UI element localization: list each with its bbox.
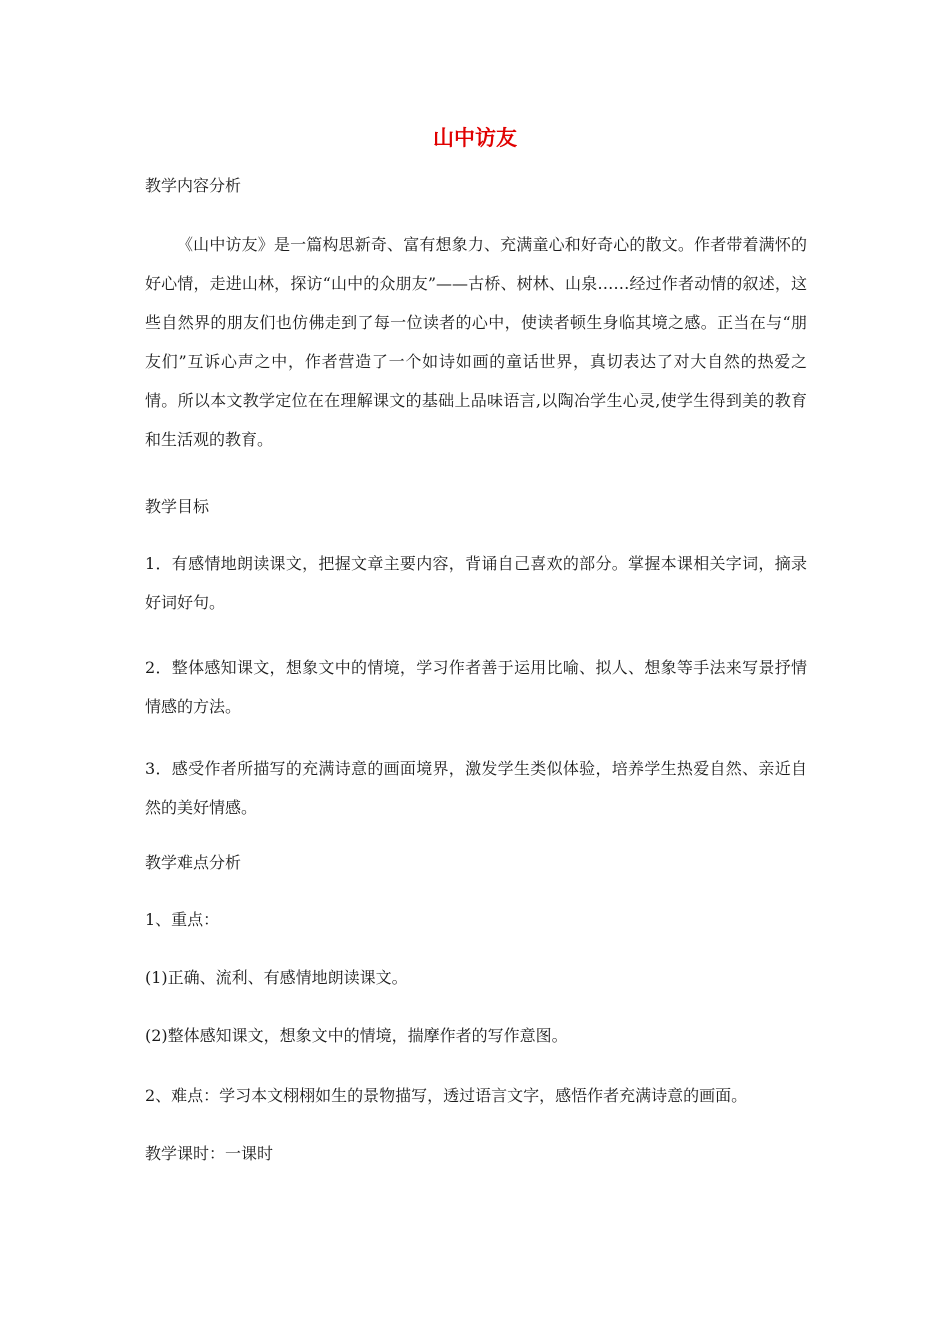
key-points-label: 1、重点： [145, 910, 220, 929]
document-title: 山中访友 [433, 126, 517, 150]
key-point-item-1: (1)正确、流利、有感情地朗读课文。 [145, 968, 408, 987]
objective-item-1: 1．有感情地朗读课文，把握文章主要内容，背诵自己喜欢的部分。掌握本课相关字词，摘录好词好句。 [145, 554, 807, 612]
difficulty-point: 2、难点：学习本文栩栩如生的景物描写，透过语言文字，感悟作者充满诗意的画面。 [145, 1086, 748, 1105]
section-heading-objectives: 教学目标 [145, 497, 210, 516]
key-point-item-2: (2)整体感知课文，想象文中的情境，揣摩作者的写作意图。 [145, 1026, 568, 1045]
section-heading-difficulty-analysis: 教学难点分析 [145, 853, 242, 872]
content-analysis-paragraph: 《山中访友》是一篇构思新奇、富有想象力、充满童心和好奇心的散文。作者带着满怀的好心情，走进山林，探访“山中的众朋友”——古桥、树林、山泉……经过作者动情的叙述，这些自然界的朋友们也仿佛走到了每一位读者的心中，使读者顿生身临其境之感。正当在与“朋友们”互诉心声之中，作者营造了一个如诗如画的童话世界，真切表达了对大自然的热爱之情。所以本文教学定位在在理解课文的基础上品味语言,以陶冶学生心灵,使学生得到美的教育和生活观的教育。 [145, 235, 807, 449]
section-heading-content-analysis: 教学内容分析 [145, 176, 242, 195]
class-hours: 教学课时：一课时 [145, 1144, 274, 1163]
objective-item-3: 3．感受作者所描写的充满诗意的画面境界，激发学生类似体验，培养学生热爱自然、亲近自然的美好情感。 [145, 759, 807, 817]
objective-item-2: 2．整体感知课文，想象文中的情境，学习作者善于运用比喻、拟人、想象等手法来写景抒情情感的方法。 [145, 658, 807, 716]
